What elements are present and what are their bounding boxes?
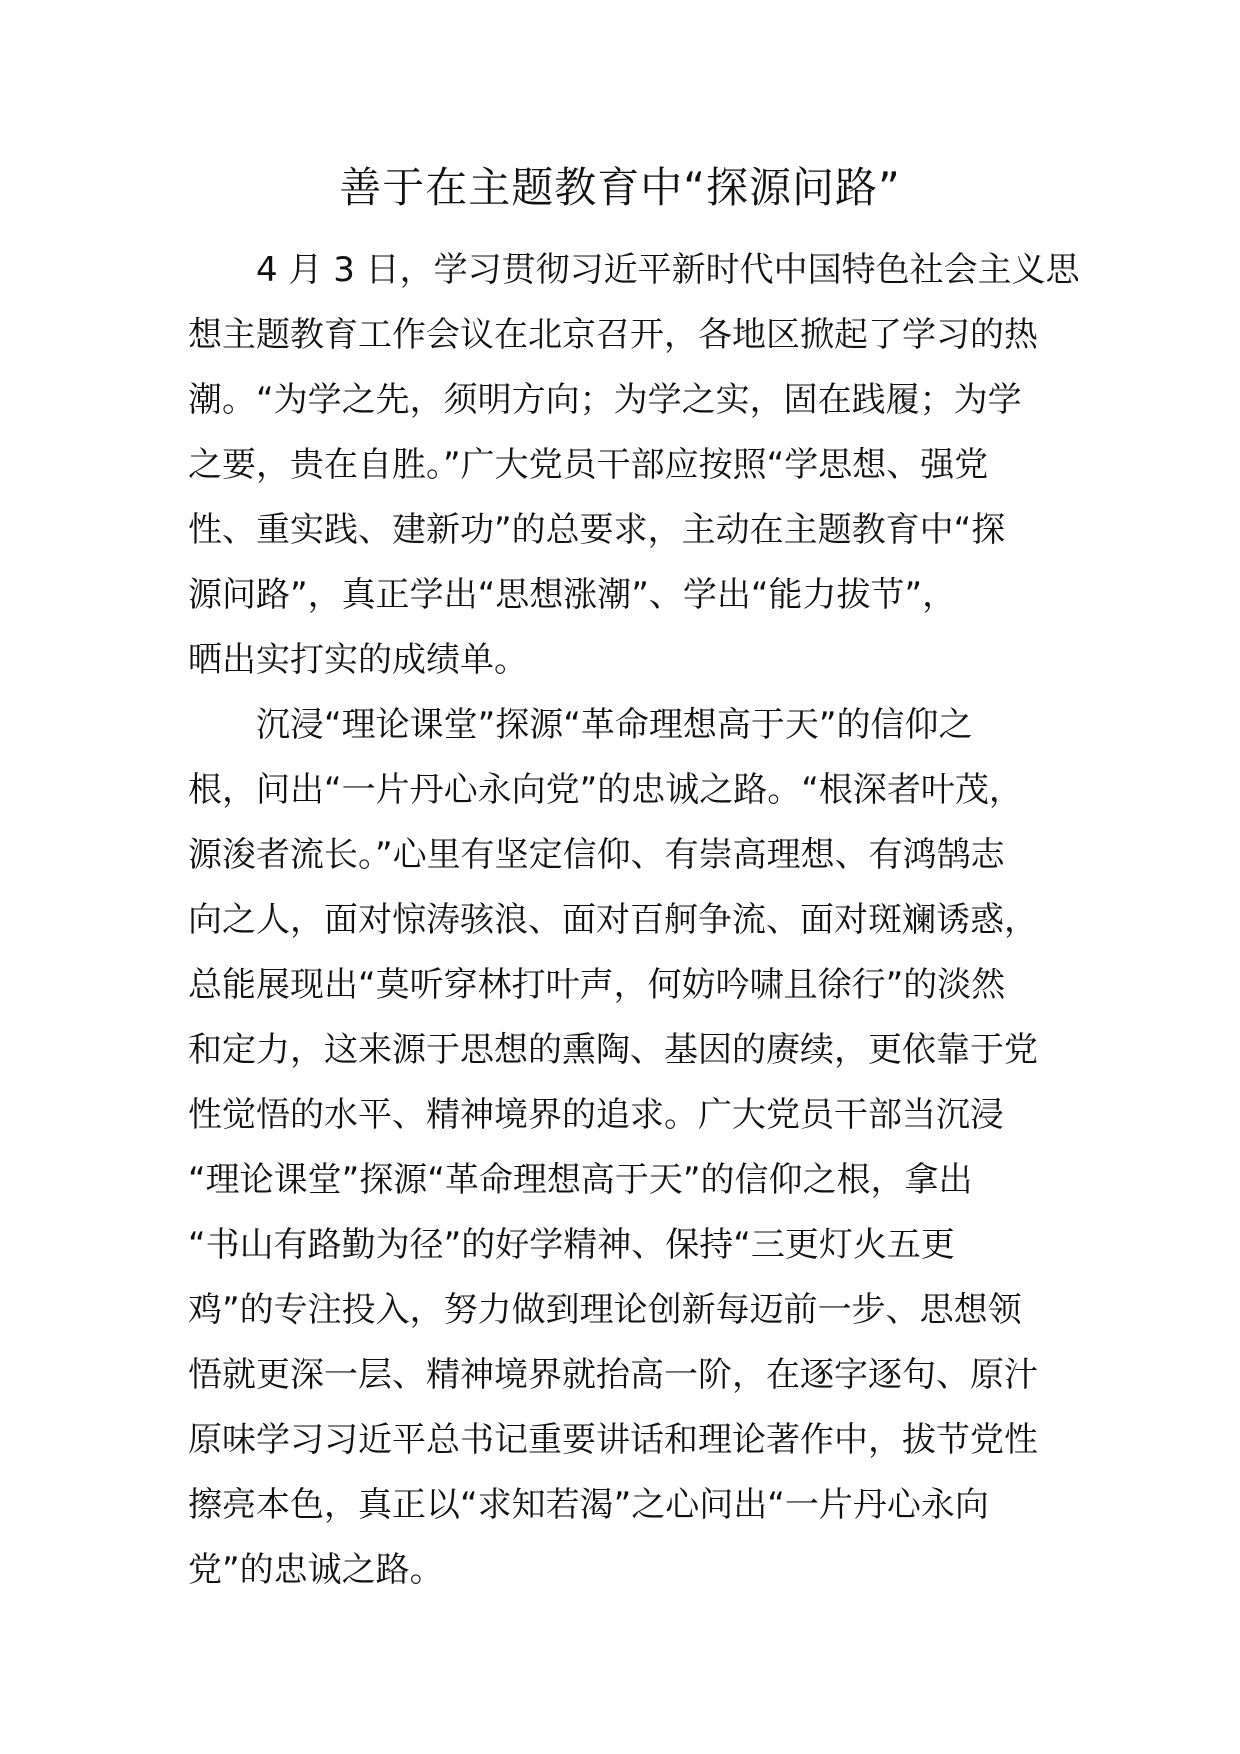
paragraph-1-line: 之要，贵在自胜。”广大党员干部应按照“学思想、强党 (188, 445, 989, 485)
paragraph-1-line: 潮。“为学之先，须明方向；为学之实，固在践履；为学 (188, 380, 1022, 420)
paragraph-2-line: “理论课堂”探源“革命理想高于天”的信仰之根，拿出 (188, 1160, 973, 1200)
paragraph-2 (188, 693, 1068, 1603)
paragraph-2-line: 根，问出“一片丹心永向党”的忠诚之路。“根深者叶茂， (188, 770, 1023, 810)
paragraph-2-line: 源浚者流长。”心里有坚定信仰、有崇高理想、有鸿鹄志 (188, 835, 1005, 875)
paragraph-2-line: 原味学习习近平总书记重要讲话和理论著作中，拔节党性 (188, 1420, 1038, 1460)
document-title: 善于在主题教育中“探源问路” (339, 163, 901, 212)
paragraph-2-line: 鸡”的专注投入，努力做到理论创新每迈前一步、思想领 (188, 1290, 1022, 1330)
paragraph-1-line: 晒出实打实的成绩单。 (188, 640, 528, 680)
paragraph-2-line: “书山有路勤为径”的好学精神、保持“三更灯火五更 (188, 1225, 955, 1265)
paragraph-2-line: 悟就更深一层、精神境界就抬高一阶，在逐字逐句、原汁 (188, 1355, 1038, 1395)
paragraph-1-line: 想主题教育工作会议在北京召开，各地区掀起了学习的热 (188, 315, 1038, 355)
paragraph-2-line: 性觉悟的水平、精神境界的追求。广大党员干部当沉浸 (188, 1095, 1004, 1135)
paragraph-2-line: 和定力，这来源于思想的熏陶、基因的赓续，更依靠于党 (188, 1030, 1038, 1070)
paragraph-1-line: 源问路”，真正学出“思想涨潮”、学出“能力拔节”， (188, 575, 957, 615)
paragraph-2-line: 向之人，面对惊涛骇浪、面对百舸争流、面对斑斓诱惑， (188, 900, 1038, 940)
paragraph-2-line: 擦亮本色，真正以“求知若渴”之心问出“一片丹心永向 (188, 1485, 989, 1525)
document-body (188, 238, 1080, 1603)
paragraph-1-line: 4 月 3 日，学习贯彻习近平新时代中国特色社会主义思 (256, 250, 1080, 290)
paragraph-2-line: 总能展现出“莫听穿林打叶声，何妨吟啸且徐行”的淡然 (188, 965, 1006, 1005)
paragraph-1 (188, 238, 1080, 693)
paragraph-1-line: 性、重实践、建新功”的总要求，主动在主题教育中“探 (188, 510, 1006, 550)
paragraph-2-line: 党”的忠诚之路。 (188, 1550, 444, 1590)
paragraph-2-line: 沉浸“理论课堂”探源“革命理想高于天”的信仰之 (256, 705, 973, 745)
